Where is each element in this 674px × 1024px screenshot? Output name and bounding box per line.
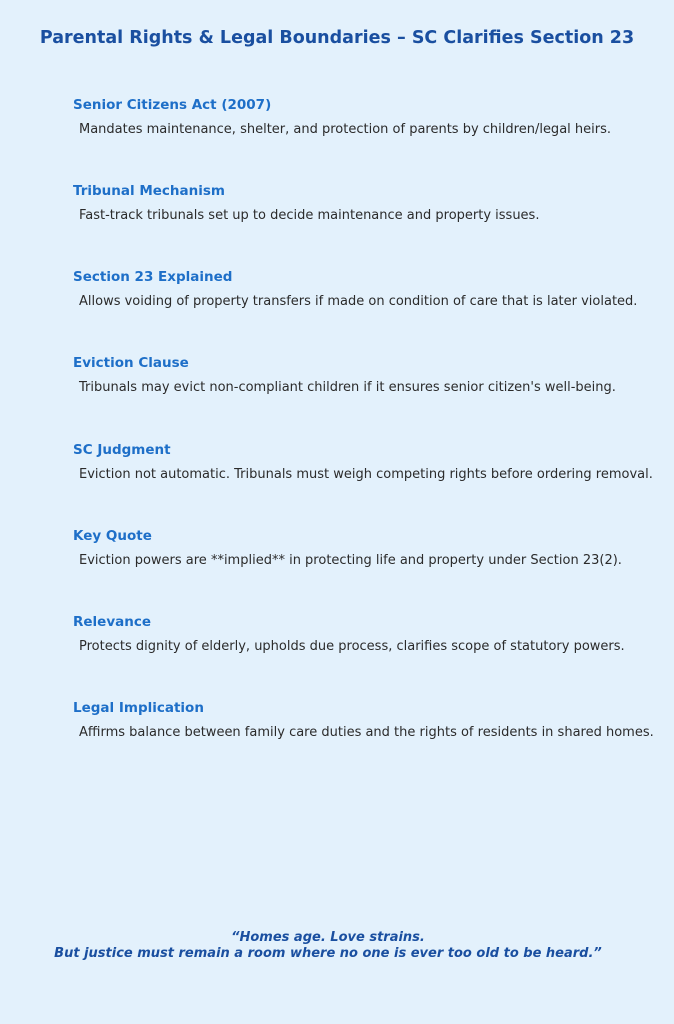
section-text: Allows voiding of property transfers if made on condition of care that is later violated. <box>79 294 638 309</box>
section-text: Eviction powers are **implied** in protecting life and property under Section 23(2). <box>79 553 622 568</box>
section-heading: Section 23 Explained <box>73 269 233 285</box>
section-heading: Tribunal Mechanism <box>73 183 225 199</box>
section-relevance <box>73 614 625 655</box>
section-heading: Key Quote <box>73 528 152 544</box>
section-sc-judgment <box>73 442 653 483</box>
section-text: Fast-track tribunals set up to decide maintenance and property issues. <box>79 208 540 223</box>
section-text: Affirms balance between family care duties and the rights of residents in shared homes. <box>79 725 654 740</box>
section-heading: Relevance <box>73 614 152 630</box>
closing-quote <box>0 930 656 962</box>
section-legal-implication <box>73 700 654 741</box>
quote-line-2: But justice must remain a room where no one is ever too old to be heard.” <box>54 946 602 961</box>
section-tribunal-mechanism <box>73 183 539 224</box>
section-heading: Legal Implication <box>73 700 204 716</box>
page-title: Parental Rights & Legal Boundaries – SC Clarifies Section 23 <box>39 28 635 48</box>
section-heading: Eviction Clause <box>73 355 189 371</box>
section-senior-citizens-act <box>73 97 611 138</box>
section-text: Protects dignity of elderly, upholds due process, clarifies scope of statutory powers. <box>79 639 625 654</box>
quote-line-1: “Homes age. Love strains. <box>231 930 425 945</box>
section-text: Tribunals may evict non-compliant children if it ensures senior citizen's well-being. <box>79 380 616 395</box>
section-section-23-explained <box>73 269 637 310</box>
section-key-quote <box>73 528 622 569</box>
section-eviction-clause <box>73 355 616 396</box>
section-heading: SC Judgment <box>73 442 171 458</box>
section-text: Eviction not automatic. Tribunals must weigh competing rights before ordering removal. <box>79 467 653 482</box>
section-text: Mandates maintenance, shelter, and protection of parents by children/legal heirs. <box>79 122 611 137</box>
section-heading: Senior Citizens Act (2007) <box>73 97 272 113</box>
